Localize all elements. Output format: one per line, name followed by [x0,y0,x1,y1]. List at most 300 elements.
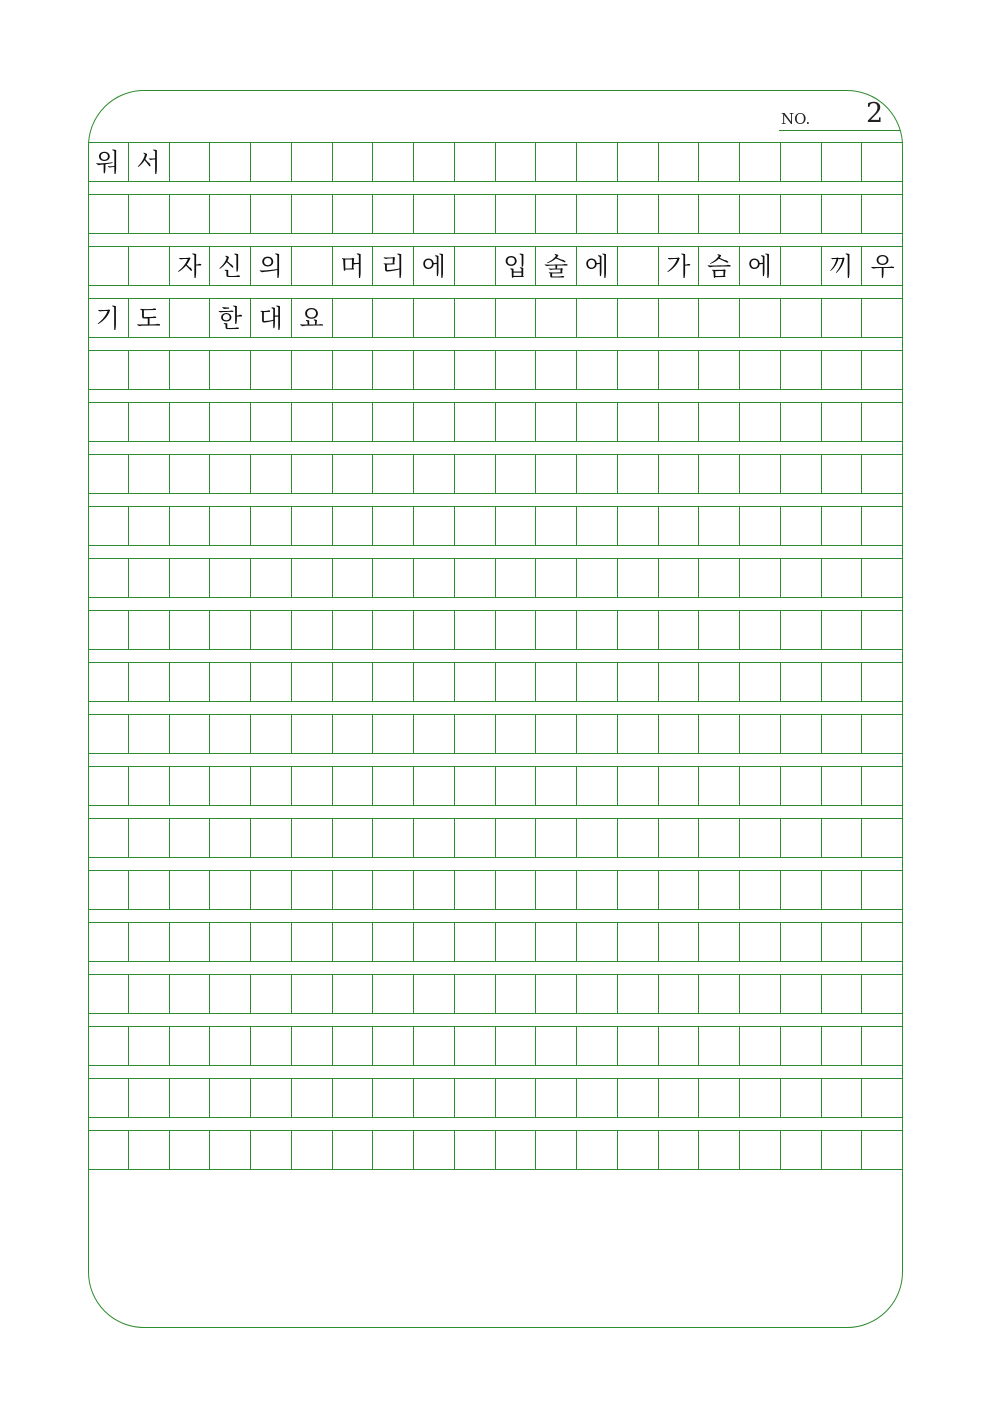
grid-cell: 신 [210,247,251,285]
grid-row [88,506,903,546]
grid-cell [251,975,292,1013]
grid-cell [292,559,333,597]
grid-cell [699,923,740,961]
grid-cell [536,611,577,649]
grid-cell [455,923,496,961]
grid-cell [822,351,863,389]
grid-cell [251,403,292,441]
grid-cell [88,871,129,909]
grid-cell [170,871,211,909]
grid-row [88,1078,903,1118]
grid-cell [577,559,618,597]
grid-cell [251,923,292,961]
grid-cell [414,559,455,597]
grid-cell [862,559,903,597]
grid-cell [129,1027,170,1065]
grid-cell [170,611,211,649]
grid-cell [536,455,577,493]
grid-cell [292,507,333,545]
grid-cell [333,195,374,233]
grid-cell [251,1131,292,1169]
grid-cell [251,1027,292,1065]
grid-cell [822,611,863,649]
grid-cell [170,195,211,233]
grid-cell [88,507,129,545]
grid-cell [699,299,740,337]
grid-cell [659,923,700,961]
grid-cell [781,1027,822,1065]
grid-cell [699,1079,740,1117]
grid-cell [740,195,781,233]
grid-cell [577,767,618,805]
grid-cell [292,1027,333,1065]
grid-cell [496,507,537,545]
grid-cell [210,767,251,805]
grid-cell [496,1079,537,1117]
grid-cell [659,663,700,701]
grid-cell [333,715,374,753]
grid-cell [618,351,659,389]
grid-cell [292,923,333,961]
grid-cell [781,611,822,649]
grid-cell [210,663,251,701]
grid-cell [536,351,577,389]
grid-cell [496,351,537,389]
grid-cell [577,1131,618,1169]
grid-cell [292,1131,333,1169]
grid-cell [740,559,781,597]
grid-cell [251,195,292,233]
grid-cell [251,715,292,753]
grid-cell [822,455,863,493]
grid-row [88,974,903,1014]
grid-row [88,1026,903,1066]
grid-cell [88,611,129,649]
grid-cell [292,195,333,233]
grid-cell [618,871,659,909]
grid-cell [455,611,496,649]
grid-cell: 에 [577,247,618,285]
grid-cell [455,559,496,597]
grid-cell [699,975,740,1013]
grid-cell [659,1131,700,1169]
grid-cell [862,195,903,233]
grid-cell [88,1027,129,1065]
grid-cell [781,923,822,961]
grid-cell [659,143,700,181]
grid-cell [455,507,496,545]
grid-cell [699,611,740,649]
grid-cell [822,1079,863,1117]
grid-cell [781,871,822,909]
grid-cell [292,663,333,701]
grid-cell [455,455,496,493]
grid-cell [740,715,781,753]
grid-cell [618,663,659,701]
grid-cell [781,507,822,545]
grid-cell [496,923,537,961]
grid-cell [333,611,374,649]
grid-cell [781,1079,822,1117]
grid-cell [455,299,496,337]
grid-cell [129,1079,170,1117]
grid-cell [862,403,903,441]
grid-cell [292,819,333,857]
grid-cell [822,195,863,233]
grid-cell [373,715,414,753]
grid-cell [455,351,496,389]
grid-cell [699,143,740,181]
grid-cell [822,923,863,961]
grid-cell [333,455,374,493]
grid-cell [414,923,455,961]
grid-cell [740,871,781,909]
grid-cell [699,663,740,701]
grid-cell: 에 [414,247,455,285]
grid-cell [129,767,170,805]
grid-cell [862,923,903,961]
grid-cell [699,871,740,909]
grid-cell [373,663,414,701]
grid-cell [618,975,659,1013]
grid-cell [414,403,455,441]
grid-cell [781,819,822,857]
grid-cell [740,923,781,961]
grid-cell: 입 [496,247,537,285]
grid-cell [251,143,292,181]
grid-cell [699,455,740,493]
grid-cell [781,767,822,805]
grid-cell [455,819,496,857]
grid-cell [455,975,496,1013]
grid-cell [170,975,211,1013]
grid-cell [740,819,781,857]
grid-cell [292,143,333,181]
grid-cell [699,403,740,441]
grid-cell [333,871,374,909]
grid-cell [373,455,414,493]
grid-cell [822,1027,863,1065]
grid-cell [659,195,700,233]
grid-cell [536,559,577,597]
grid-cell [862,871,903,909]
grid-cell [88,455,129,493]
grid-cell [740,1079,781,1117]
grid-cell [251,663,292,701]
grid-cell [210,403,251,441]
grid-cell [292,767,333,805]
grid-cell [455,1079,496,1117]
grid-cell [862,715,903,753]
grid-cell [618,923,659,961]
grid-cell [496,819,537,857]
grid-cell [577,195,618,233]
grid-cell [699,819,740,857]
grid-cell [781,403,822,441]
grid-cell [170,299,211,337]
grid-cell [577,975,618,1013]
grid-cell [618,195,659,233]
grid-cell [862,1079,903,1117]
grid-cell [88,715,129,753]
grid-cell [496,455,537,493]
grid-cell [210,871,251,909]
grid-cell [210,1131,251,1169]
grid-cell [536,975,577,1013]
grid-cell [170,559,211,597]
grid-cell [170,923,211,961]
grid-cell [333,403,374,441]
grid-cell [373,767,414,805]
grid-cell [699,559,740,597]
grid-cell [659,767,700,805]
grid-cell [88,1131,129,1169]
grid-cell [781,663,822,701]
grid-cell [251,767,292,805]
grid-cell [862,975,903,1013]
grid-cell [414,299,455,337]
grid-cell [536,195,577,233]
grid-cell [822,663,863,701]
grid-cell [88,663,129,701]
grid-row [88,1130,903,1170]
grid-cell [129,663,170,701]
grid-cell [577,663,618,701]
grid-cell [414,1079,455,1117]
grid-cell: 머 [333,247,374,285]
grid-cell [822,715,863,753]
grid-cell [88,1079,129,1117]
grid-cell [536,871,577,909]
grid-cell [455,663,496,701]
grid-cell: 한 [210,299,251,337]
grid-cell [373,507,414,545]
grid-cell [292,715,333,753]
grid-cell [129,507,170,545]
grid-cell [373,923,414,961]
grid-cell [699,507,740,545]
grid-cell [822,975,863,1013]
grid-cell [496,299,537,337]
grid-cell [618,611,659,649]
grid-cell [414,975,455,1013]
grid-cell [414,455,455,493]
grid-cell [781,455,822,493]
grid-cell [536,819,577,857]
grid-cell: 에 [740,247,781,285]
grid-cell [536,715,577,753]
grid-cell [618,715,659,753]
grid-row [88,558,903,598]
grid-cell [373,559,414,597]
grid-cell [740,663,781,701]
grid-row [88,402,903,442]
grid-row [88,714,903,754]
grid-cell: 워 [88,143,129,181]
page-number: 2 [866,98,884,129]
grid-cell: 우 [870,251,895,281]
grid-cell [129,871,170,909]
grid-cell [292,403,333,441]
grid-cell [251,1079,292,1117]
grid-cell [577,403,618,441]
grid-cell [618,455,659,493]
grid-cell [659,403,700,441]
grid-cell [373,143,414,181]
grid-cell [129,351,170,389]
grid-cell [373,819,414,857]
grid-cell [822,767,863,805]
grid-cell [333,507,374,545]
grid-cell: 도 [129,299,170,337]
grid-cell [455,247,496,285]
grid-cell [618,1027,659,1065]
grid-cell [210,611,251,649]
grid-cell [577,923,618,961]
grid-cell [496,975,537,1013]
grid-cell [88,819,129,857]
grid-cell [455,195,496,233]
grid-cell [659,351,700,389]
grid-cell [414,611,455,649]
grid-cell [577,143,618,181]
grid-cell [88,247,129,285]
grid-cell [577,1079,618,1117]
grid-cell [333,1079,374,1117]
grid-cell [781,559,822,597]
grid-row [88,870,903,910]
grid-cell [781,195,822,233]
grid-cell [455,143,496,181]
grid-row [88,142,903,182]
page-number-underline [779,130,900,131]
grid-cell [414,767,455,805]
grid-cell [210,975,251,1013]
grid-cell [536,1131,577,1169]
grid-cell [740,403,781,441]
grid-cell [455,403,496,441]
grid-cell [251,455,292,493]
grid-cell [536,507,577,545]
grid-cell [129,923,170,961]
grid-row [88,818,903,858]
grid-cell [862,767,903,805]
grid-cell [333,663,374,701]
grid-cell [618,819,659,857]
grid-cell [496,611,537,649]
grid-cell [618,247,659,285]
grid-cell [414,195,455,233]
grid-cell [862,611,903,649]
grid-cell [618,403,659,441]
grid-cell: 가 [659,247,700,285]
grid-cell [740,143,781,181]
grid-cell [373,299,414,337]
grid-cell: 기 [88,299,129,337]
grid-cell [822,507,863,545]
grid-cell [577,715,618,753]
grid-cell [740,299,781,337]
grid-cell [577,819,618,857]
grid-cell [373,871,414,909]
grid-cell [740,351,781,389]
grid-cell [251,351,292,389]
grid-cell [536,923,577,961]
grid-cell [455,1131,496,1169]
grid-cell [659,507,700,545]
grid-cell [577,507,618,545]
grid-cell [536,1027,577,1065]
grid-cell [740,611,781,649]
grid-cell [618,559,659,597]
grid-cell [781,351,822,389]
grid-cell [333,923,374,961]
grid-cell [170,819,211,857]
grid-cell [251,559,292,597]
grid-cell [251,819,292,857]
grid-cell [862,1131,903,1169]
grid-cell [496,403,537,441]
grid-cell [251,611,292,649]
grid-cell [862,507,903,545]
grid-cell [862,143,903,181]
grid-cell [862,663,903,701]
grid-cell [170,663,211,701]
grid-cell [659,299,700,337]
grid-cell [251,871,292,909]
grid-cell [292,1079,333,1117]
grid-cell [659,1079,700,1117]
grid-cell [88,351,129,389]
page-number-label: NO. [781,110,811,128]
grid-cell [292,455,333,493]
grid-cell [659,715,700,753]
grid-cell [536,299,577,337]
grid-row [88,922,903,962]
grid-row [88,194,903,234]
grid-cell [210,143,251,181]
grid-cell [536,767,577,805]
grid-row [88,454,903,494]
grid-cell [414,507,455,545]
grid-cell [496,1027,537,1065]
grid-cell: 자 [170,247,211,285]
grid-cell [292,247,333,285]
grid-cell [659,819,700,857]
grid-cell [129,455,170,493]
grid-cell [170,351,211,389]
grid-cell [210,1079,251,1117]
grid-cell [822,559,863,597]
grid-cell [740,455,781,493]
grid-cell [536,1079,577,1117]
grid-cell [496,663,537,701]
grid-cell [781,299,822,337]
grid-cell [577,351,618,389]
grid-cell [618,299,659,337]
grid-cell [129,715,170,753]
grid-cell [170,403,211,441]
grid-cell [699,351,740,389]
grid-cell: 서 [129,143,170,181]
grid-cell [740,975,781,1013]
grid-cell [292,351,333,389]
grid-cell [414,871,455,909]
grid-cell [129,247,170,285]
grid-cell [496,871,537,909]
grid-cell [577,455,618,493]
grid-cell [699,1131,740,1169]
